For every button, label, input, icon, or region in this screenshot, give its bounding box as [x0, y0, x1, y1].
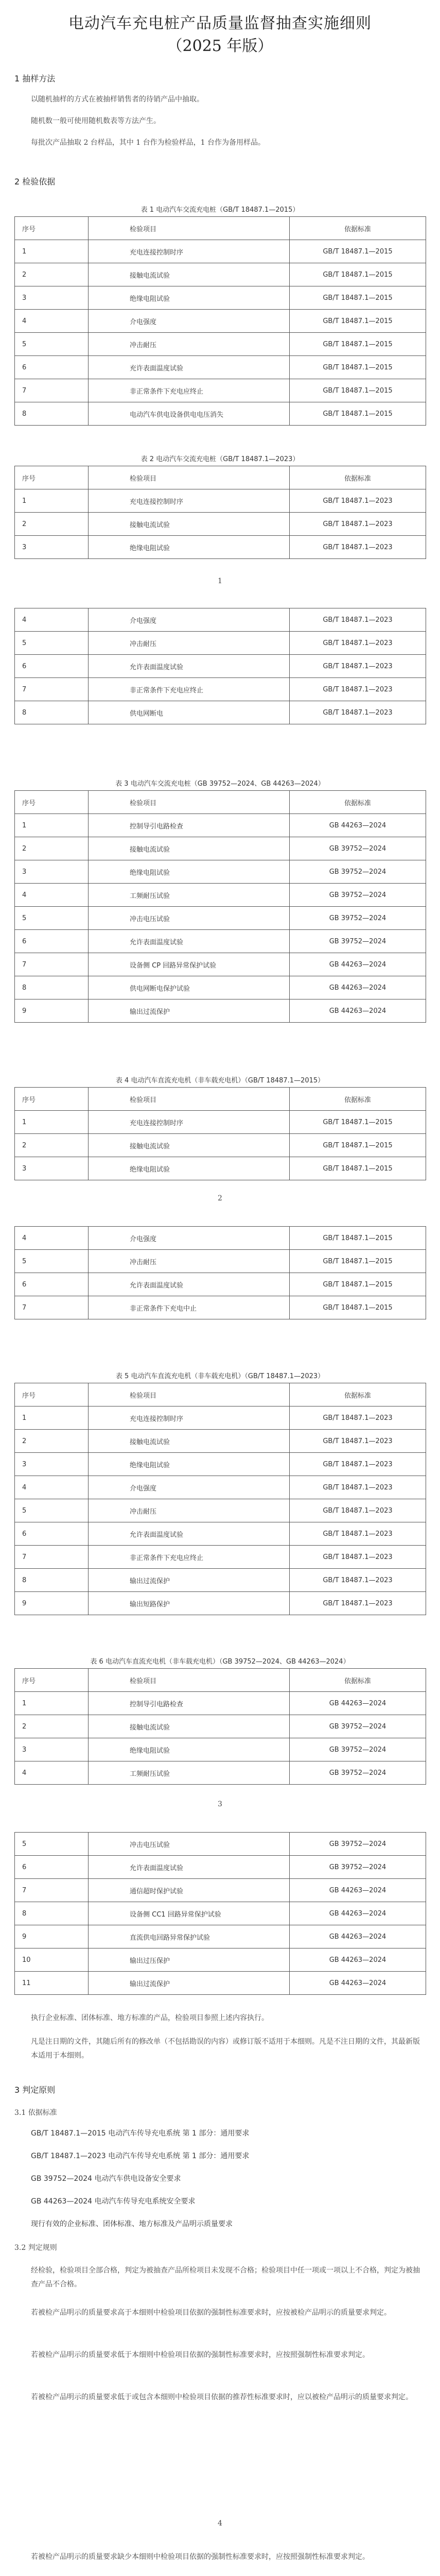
- header-serial: 序号: [15, 1669, 89, 1692]
- cell-item: 绝缘电阻试验: [89, 536, 290, 559]
- cell-standard: GB/T 18487.1—2015: [290, 1134, 426, 1157]
- table-row: [15, 1715, 426, 1738]
- table-row: [15, 402, 426, 426]
- cell-serial: 3: [15, 1738, 89, 1761]
- note-dated-documents: 凡是注日期的文件，其随后所有的修改单（不包括勘误的内容）或修订版不适用于本细则。凡是不注日期的文件，其最新版本适用于本细则。: [31, 2038, 420, 2060]
- table-row: [15, 976, 426, 999]
- table-6-caption: 表 6 电动汽车直流充电机（非车载充电机）（GB 39752—2024、GB 44263—2024）: [90, 1658, 350, 1666]
- cell-item: 设备侧 CC1 回路异常保护试验: [89, 1902, 290, 1925]
- cell-standard: GB 39752—2024: [290, 1715, 426, 1738]
- table-row: [15, 1250, 426, 1273]
- header-standard: 依据标准: [290, 1383, 426, 1406]
- header-item: 检验项目: [89, 791, 290, 814]
- cell-item: 允许表面温度试验: [89, 655, 290, 678]
- cell-standard: GB 44263—2024: [290, 1692, 426, 1715]
- table-row: [15, 379, 426, 402]
- cell-item: 冲击电压试验: [89, 907, 290, 930]
- cell-item: 控制导引电路检查: [89, 814, 290, 837]
- cell-standard: GB 44263—2024: [290, 814, 426, 837]
- cell-item: 冲击耐压: [89, 1250, 290, 1273]
- cell-serial: 8: [15, 1902, 89, 1925]
- table-row: [15, 1522, 426, 1546]
- table-row: [15, 1296, 426, 1319]
- header-item: 检验项目: [89, 217, 290, 240]
- cell-item: 允许表面温度试验: [89, 930, 290, 953]
- cell-item: 非正常条件下充电应终止: [89, 678, 290, 701]
- cell-standard: GB/T 18487.1—2023: [290, 655, 426, 678]
- cell-serial: 1: [15, 1111, 89, 1134]
- table-row: [15, 1430, 426, 1453]
- table-header-row: [15, 466, 426, 489]
- header-serial: 序号: [15, 217, 89, 240]
- cell-serial: 5: [15, 632, 89, 655]
- cell-serial: 3: [15, 286, 89, 310]
- header-standard: 依据标准: [290, 791, 426, 814]
- cell-item: 绝缘电阻试验: [89, 286, 290, 310]
- table-header-row: [15, 791, 426, 814]
- cell-item: 冲击耐压: [89, 1499, 290, 1522]
- document-title: 电动汽车充电桩产品质量监督抽查实施细则: [68, 14, 372, 32]
- table-row: [15, 1592, 426, 1615]
- header-serial: 序号: [15, 466, 89, 489]
- cell-serial: 4: [15, 1476, 89, 1499]
- table-2-caption: 表 2 电动汽车交流充电桩（GB/T 18487.1—2023）: [140, 455, 300, 463]
- cell-item: 接触电流试验: [89, 263, 290, 286]
- table-row: [15, 1833, 426, 1856]
- cell-standard: GB/T 18487.1—2015: [290, 1273, 426, 1296]
- cell-serial: 1: [15, 1406, 89, 1430]
- cell-serial: 7: [15, 1546, 89, 1569]
- cell-standard: GB/T 18487.1—2023: [290, 678, 426, 701]
- cell-standard: GB/T 18487.1—2023: [290, 513, 426, 536]
- cell-serial: 8: [15, 701, 89, 724]
- s1-line-2: 随机数一般可使用随机数表等方法产生。: [31, 117, 161, 125]
- table-5-caption: 表 5 电动汽车直流充电机（非车载充电机）（GB/T 18487.1—2023）: [115, 1372, 325, 1380]
- cell-standard: GB/T 18487.1—2023: [290, 1592, 426, 1615]
- standard-line-1: GB/T 18487.1—2015 电动汽车传导充电系统 第 1 部分：通用要求: [31, 2129, 250, 2138]
- table-row: [15, 907, 426, 930]
- s1-line-1: 以随机抽样的方式在被抽样销售者的待销产品中抽取。: [31, 95, 204, 104]
- table-row: [15, 1879, 426, 1902]
- table-row: [15, 489, 426, 513]
- table-row: [15, 1157, 426, 1180]
- table-row: [15, 1692, 426, 1715]
- table-row: [15, 1111, 426, 1134]
- table-row: [15, 632, 426, 655]
- table-row: [15, 678, 426, 701]
- cell-item: 允许表面温度试验: [89, 1522, 290, 1546]
- cell-serial: 8: [15, 1569, 89, 1592]
- cell-standard: GB 39752—2024: [290, 1738, 426, 1761]
- cell-item: 允许表面温度试验: [89, 1273, 290, 1296]
- cell-serial: 6: [15, 655, 89, 678]
- table-row: [15, 240, 426, 263]
- cell-standard: GB/T 18487.1—2015: [290, 1157, 426, 1180]
- cell-serial: 7: [15, 1879, 89, 1902]
- cell-serial: 2: [15, 1715, 89, 1738]
- cell-item: 非正常条件下充电应终止: [89, 379, 290, 402]
- cell-item: 工频耐压试验: [89, 1761, 290, 1785]
- cell-standard: GB/T 18487.1—2023: [290, 489, 426, 513]
- table-3-caption: 表 3 电动汽车交流充电桩（GB 39752—2024、GB 44263—2024）: [115, 780, 325, 788]
- cell-item: 冲击耐压: [89, 333, 290, 356]
- table-row: [15, 286, 426, 310]
- rule-1: 经检验，检验项目全部合格，判定为被抽查产品所检项目未发现不合格；检验项目中任一项或一项以上不合格，判定为被抽查产品不合格。: [31, 2266, 420, 2289]
- table-row: [15, 953, 426, 976]
- cell-serial: 4: [15, 884, 89, 907]
- table-header-row: [15, 1088, 426, 1111]
- table-1-caption: 表 1 电动汽车交流充电桩（GB/T 18487.1—2015）: [140, 206, 300, 214]
- standard-line-2: GB/T 18487.1—2023 电动汽车传导充电系统 第 1 部分：通用要求: [31, 2152, 250, 2160]
- rule-2: 若被检产品明示的质量要求高于本细则中检验项目依据的强制性标准要求时，应按被检产品明示的质量要求判定。: [31, 2309, 391, 2317]
- cell-standard: GB 44263—2024: [290, 999, 426, 1023]
- table-row: [15, 999, 426, 1023]
- page-number-1: 1: [218, 577, 222, 585]
- table-row: [15, 1499, 426, 1522]
- page-number-3: 3: [218, 1800, 222, 1808]
- table-row: [15, 837, 426, 860]
- table-row: [15, 356, 426, 379]
- cell-serial: 3: [15, 1453, 89, 1476]
- cell-item: 供电网断电: [89, 701, 290, 724]
- table-2: [14, 466, 426, 559]
- table-row: [15, 1273, 426, 1296]
- header-serial: 序号: [15, 1383, 89, 1406]
- cell-serial: 7: [15, 379, 89, 402]
- cell-serial: 2: [15, 837, 89, 860]
- cell-standard: GB/T 18487.1—2015: [290, 286, 426, 310]
- cell-standard: GB 44263—2024: [290, 953, 426, 976]
- cell-serial: 5: [15, 1499, 89, 1522]
- cell-standard: GB/T 18487.1—2023: [290, 1453, 426, 1476]
- cell-item: 充电连接控制时序: [89, 240, 290, 263]
- cell-item: 充电连接控制时序: [89, 1111, 290, 1134]
- cell-item: 介电强度: [89, 608, 290, 632]
- cell-item: 充电连接控制时序: [89, 489, 290, 513]
- cell-serial: 1: [15, 814, 89, 837]
- cell-serial: 6: [15, 1856, 89, 1879]
- table-header-row: [15, 217, 426, 240]
- standard-line-3: GB 39752—2024 电动汽车供电设备安全要求: [31, 2175, 181, 2183]
- cell-standard: GB 39752—2024: [290, 907, 426, 930]
- cell-item: 介电强度: [89, 1227, 290, 1250]
- table-row: [15, 701, 426, 724]
- header-standard: 依据标准: [290, 466, 426, 489]
- table-6: [14, 1668, 426, 1785]
- table-row: [15, 655, 426, 678]
- cell-standard: GB/T 18487.1—2015: [290, 1296, 426, 1319]
- table-3: [14, 790, 426, 1023]
- cell-item: 充电连接控制时序: [89, 1406, 290, 1430]
- cell-item: 接触电流试验: [89, 513, 290, 536]
- note-enterprise-standards: 执行企业标准、团体标准、地方标准的产品，检验项目参照上述内容执行。: [31, 2014, 269, 2022]
- cell-item: 供电网断电保护试验: [89, 976, 290, 999]
- cell-item: 输出过压保护: [89, 1948, 290, 1972]
- table-row: [15, 1972, 426, 1995]
- table-row: [15, 513, 426, 536]
- cell-serial: 8: [15, 402, 89, 426]
- table-row: [15, 536, 426, 559]
- cell-serial: 1: [15, 489, 89, 513]
- cell-standard: GB/T 18487.1—2023: [290, 701, 426, 724]
- standard-line-5: 现行有效的企业标准、团体标准、地方标准及产品明示质量要求: [31, 2220, 233, 2228]
- cell-standard: GB 44263—2024: [290, 1948, 426, 1972]
- cell-standard: GB 39752—2024: [290, 1833, 426, 1856]
- cell-standard: GB/T 18487.1—2023: [290, 1476, 426, 1499]
- cell-item: 接触电流试验: [89, 837, 290, 860]
- cell-serial: 3: [15, 1157, 89, 1180]
- cell-serial: 3: [15, 860, 89, 884]
- cell-serial: 9: [15, 999, 89, 1023]
- cell-item: 绝缘电阻试验: [89, 860, 290, 884]
- table-row: [15, 1925, 426, 1948]
- cell-item: 设备侧 CP 回路异常保护试验: [89, 953, 290, 976]
- cell-item: 允许表面温度试验: [89, 1856, 290, 1879]
- cell-serial: 1: [15, 240, 89, 263]
- cell-item: 绝缘电阻试验: [89, 1738, 290, 1761]
- table-row: [15, 1569, 426, 1592]
- s1-line-3: 每批次产品抽取 2 台样品，其中 1 台作为检验样品，1 台作为备用样品。: [31, 139, 265, 147]
- cell-item: 接触电流试验: [89, 1715, 290, 1738]
- cell-standard: GB/T 18487.1—2015: [290, 333, 426, 356]
- cell-standard: GB/T 18487.1—2023: [290, 632, 426, 655]
- cell-standard: GB 44263—2024: [290, 1925, 426, 1948]
- sub-3-1-heading: 3.1 依据标准: [14, 2109, 57, 2117]
- cell-item: 非正常条件下充电应终止: [89, 1546, 290, 1569]
- cell-item: 充许表面温度试验: [89, 356, 290, 379]
- cell-serial: 9: [15, 1592, 89, 1615]
- cell-standard: GB/T 18487.1—2015: [290, 263, 426, 286]
- rule-3: 若被检产品明示的质量要求低于本细则中检验项目依据的强制性标准要求时，应按照强制性标准要求判定。: [31, 2351, 369, 2359]
- header-item: 检验项目: [89, 1669, 290, 1692]
- table-row: [15, 608, 426, 632]
- table-4-caption: 表 4 电动汽车直流充电机（非车载充电机）（GB/T 18487.1—2015）: [115, 1077, 325, 1084]
- cell-item: 非正常条件下充电中止: [89, 1296, 290, 1319]
- cell-standard: GB 39752—2024: [290, 1761, 426, 1785]
- header-item: 检验项目: [89, 1383, 290, 1406]
- cell-standard: GB/T 18487.1—2015: [290, 310, 426, 333]
- table-row: [15, 1227, 426, 1250]
- cell-item: 输出过流保护: [89, 1569, 290, 1592]
- cell-standard: GB/T 18487.1—2023: [290, 1546, 426, 1569]
- table-row: [15, 930, 426, 953]
- header-serial: 序号: [15, 791, 89, 814]
- cell-serial: 6: [15, 356, 89, 379]
- rule-4: 若被检产品明示的质量要求低于或包含本细则中检验项目依据的推荐性标准要求时，应以被检产品明示的质量要求判定。: [31, 2393, 413, 2401]
- cell-standard: GB 44263—2024: [290, 1972, 426, 1995]
- table-1: [14, 216, 426, 426]
- cell-serial: 4: [15, 608, 89, 632]
- table-header-row: [15, 1669, 426, 1692]
- cell-standard: GB/T 18487.1—2015: [290, 1250, 426, 1273]
- cell-serial: 4: [15, 1227, 89, 1250]
- cell-standard: GB/T 18487.1—2023: [290, 1522, 426, 1546]
- cell-standard: GB 39752—2024: [290, 837, 426, 860]
- table-row: [15, 1761, 426, 1785]
- table-row: [15, 814, 426, 837]
- cell-standard: GB 44263—2024: [290, 1879, 426, 1902]
- table-row: [15, 1738, 426, 1761]
- cell-item: 输出短路保护: [89, 1592, 290, 1615]
- table-row: [15, 884, 426, 907]
- header-item: 检验项目: [89, 1088, 290, 1111]
- cell-standard: GB/T 18487.1—2023: [290, 608, 426, 632]
- table-row: [15, 310, 426, 333]
- cell-serial: 5: [15, 1833, 89, 1856]
- cell-standard: GB/T 18487.1—2023: [290, 1499, 426, 1522]
- cell-item: 冲击耐压: [89, 632, 290, 655]
- cell-serial: 10: [15, 1948, 89, 1972]
- table-row: [15, 1134, 426, 1157]
- cell-item: 输出过流保护: [89, 1972, 290, 1995]
- cell-serial: 9: [15, 1925, 89, 1948]
- table-row: [15, 263, 426, 286]
- page-number-4: 4: [218, 2519, 222, 2528]
- cell-standard: GB/T 18487.1—2023: [290, 1406, 426, 1430]
- rule-5: 若被检产品明示的质量要求缺少本细则中检验项目依据的强制性标准要求时，应按照强制性标准要求判定。: [31, 2553, 369, 2561]
- table-row: [15, 1856, 426, 1879]
- cell-standard: GB 39752—2024: [290, 884, 426, 907]
- cell-serial: 2: [15, 513, 89, 536]
- cell-item: 电动汽车供电设备供电电压消失: [89, 402, 290, 426]
- cell-standard: GB 44263—2024: [290, 976, 426, 999]
- cell-serial: 4: [15, 310, 89, 333]
- cell-item: 冲击电压试验: [89, 1833, 290, 1856]
- table-row: [15, 1902, 426, 1925]
- cell-standard: GB 39752—2024: [290, 860, 426, 884]
- cell-item: 直流供电回路异常保护试验: [89, 1925, 290, 1948]
- cell-standard: GB 39752—2024: [290, 930, 426, 953]
- cell-serial: 5: [15, 907, 89, 930]
- cell-serial: 7: [15, 678, 89, 701]
- cell-standard: GB/T 18487.1—2015: [290, 240, 426, 263]
- cell-serial: 2: [15, 263, 89, 286]
- cell-item: 控制导引电路检查: [89, 1692, 290, 1715]
- cell-serial: 6: [15, 930, 89, 953]
- cell-standard: GB/T 18487.1—2015: [290, 356, 426, 379]
- header-item: 检验项目: [89, 466, 290, 489]
- cell-standard: GB/T 18487.1—2023: [290, 536, 426, 559]
- table-row: [15, 1476, 426, 1499]
- page-number-2: 2: [218, 1194, 222, 1202]
- cell-serial: 6: [15, 1273, 89, 1296]
- table-row: [15, 860, 426, 884]
- section-1-heading: 1 抽样方法: [14, 74, 56, 83]
- header-standard: 依据标准: [290, 1669, 426, 1692]
- header-standard: 依据标准: [290, 1088, 426, 1111]
- cell-item: 绝缘电阻试验: [89, 1157, 290, 1180]
- table-2-continued: [14, 608, 426, 724]
- table-row: [15, 1453, 426, 1476]
- cell-serial: 5: [15, 1250, 89, 1273]
- cell-serial: 5: [15, 333, 89, 356]
- document-subtitle: （2025 年版）: [167, 37, 273, 55]
- cell-standard: GB/T 18487.1—2015: [290, 402, 426, 426]
- section-3-heading: 3 判定原则: [14, 2085, 56, 2095]
- table-5: [14, 1383, 426, 1615]
- cell-item: 输出过流保护: [89, 999, 290, 1023]
- table-6-continued: [14, 1832, 426, 1995]
- cell-serial: 2: [15, 1430, 89, 1453]
- table-header-row: [15, 1383, 426, 1406]
- cell-standard: GB/T 18487.1—2015: [290, 379, 426, 402]
- cell-item: 绝缘电阻试验: [89, 1453, 290, 1476]
- cell-serial: 11: [15, 1972, 89, 1995]
- cell-standard: GB/T 18487.1—2023: [290, 1569, 426, 1592]
- cell-standard: GB/T 18487.1—2023: [290, 1430, 426, 1453]
- cell-serial: 6: [15, 1522, 89, 1546]
- cell-item: 接触电流试验: [89, 1430, 290, 1453]
- cell-item: 接触电流试验: [89, 1134, 290, 1157]
- table-4-continued: [14, 1226, 426, 1319]
- table-row: [15, 333, 426, 356]
- table-row: [15, 1546, 426, 1569]
- cell-serial: 4: [15, 1761, 89, 1785]
- cell-item: 介电强度: [89, 310, 290, 333]
- standard-line-4: GB 44263—2024 电动汽车传导充电系统安全要求: [31, 2197, 196, 2206]
- cell-item: 工频耐压试验: [89, 884, 290, 907]
- table-row: [15, 1406, 426, 1430]
- cell-serial: 7: [15, 953, 89, 976]
- table-4: [14, 1087, 426, 1180]
- header-serial: 序号: [15, 1088, 89, 1111]
- cell-serial: 3: [15, 536, 89, 559]
- cell-serial: 1: [15, 1692, 89, 1715]
- cell-standard: GB/T 18487.1—2015: [290, 1111, 426, 1134]
- table-row: [15, 1948, 426, 1972]
- cell-standard: GB/T 18487.1—2015: [290, 1227, 426, 1250]
- cell-serial: 7: [15, 1296, 89, 1319]
- header-standard: 依据标准: [290, 217, 426, 240]
- cell-serial: 2: [15, 1134, 89, 1157]
- cell-item: 介电强度: [89, 1476, 290, 1499]
- cell-standard: GB 44263—2024: [290, 1902, 426, 1925]
- sub-3-2-heading: 3.2 判定规则: [14, 2244, 57, 2252]
- cell-standard: GB 39752—2024: [290, 1856, 426, 1879]
- cell-item: 通信超时保护试验: [89, 1879, 290, 1902]
- section-2-heading: 2 检验依据: [14, 177, 56, 187]
- cell-serial: 8: [15, 976, 89, 999]
